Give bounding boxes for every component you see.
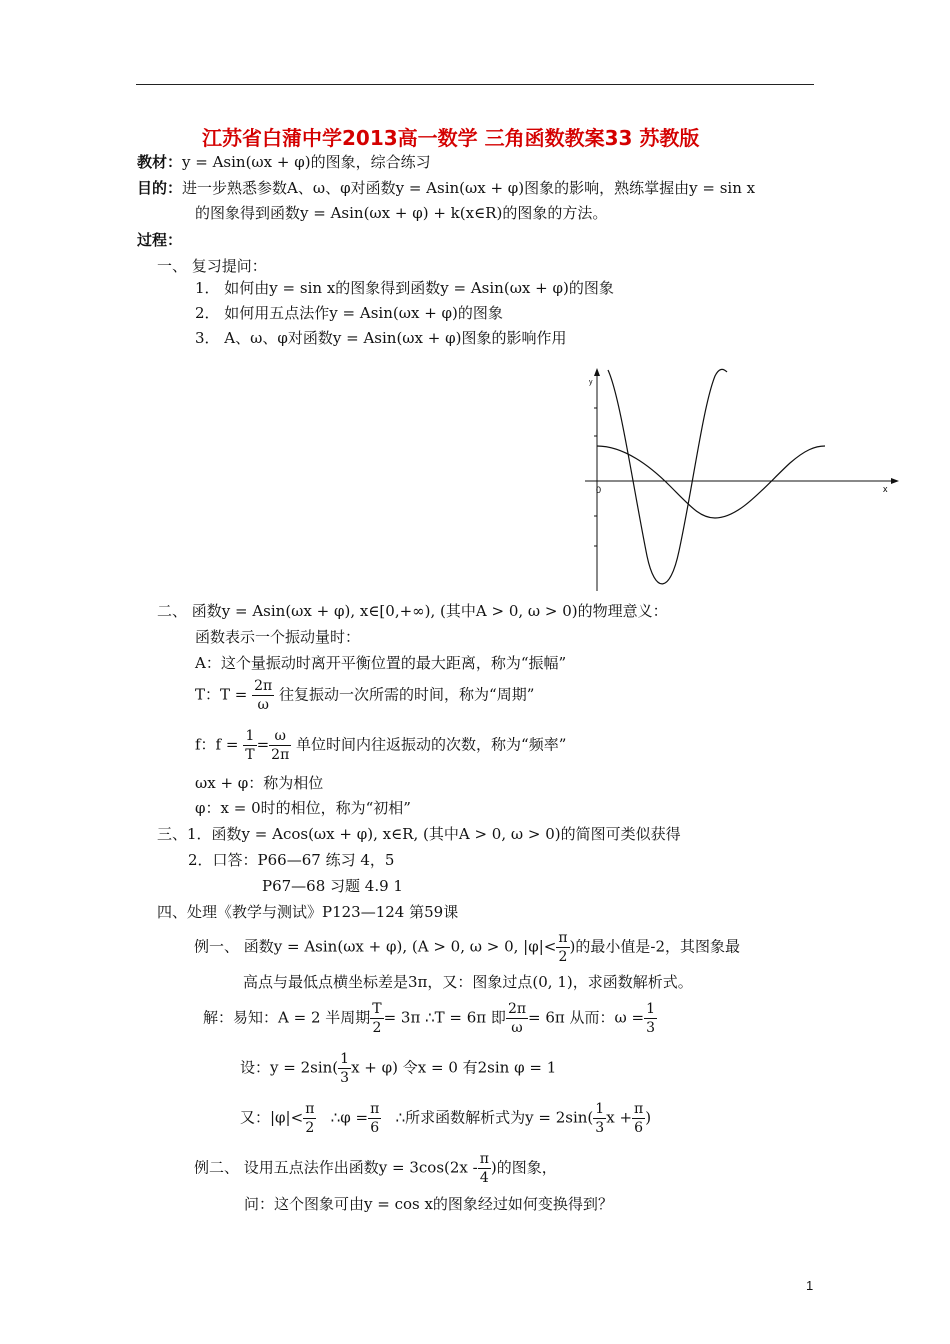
- solution-3-text-e: ): [645, 1108, 652, 1127]
- example-1-fraction: $\frac{\pi}{2}$: [558, 930, 568, 965]
- sec1-item-3: 3． A、ω、φ对函数y = Asin(ωx + φ)图象的影响作用: [195, 329, 567, 347]
- solution-3-text-a: 又：|φ|<: [240, 1108, 304, 1127]
- example-2-text-b: )的图象，: [490, 1158, 557, 1177]
- example-1-line-2: 高点与最低点横坐标差是3π，又：图象过点(0, 1)，求函数解析式。: [243, 973, 693, 991]
- example-1-text-b: )的最小值是-2，其图象最: [569, 937, 741, 956]
- sec4-heading: 四、处理《教学与测试》P123—124 第59课: [157, 903, 459, 921]
- frequency-fraction-1: $\frac{1}{T}$: [245, 728, 255, 763]
- curve-small: [597, 446, 825, 518]
- solution-3-text-b: ∴φ =: [330, 1108, 369, 1127]
- phase-line: ωx + φ：称为相位: [195, 774, 324, 792]
- example-2-text-a: 例二、 设用五点法作出函数y = 3cos(2x -: [194, 1158, 478, 1177]
- x-axis-arrow: [891, 478, 899, 484]
- curve-large: [608, 369, 727, 584]
- solution-line-2: [240, 1050, 556, 1087]
- sec2-intro: 函数表示一个振动量时：: [195, 628, 361, 646]
- initial-phase-line: φ：x = 0时的相位，称为“初相”: [195, 799, 411, 817]
- example-1-text-a: 例一、 函数y = Asin(ωx + φ), (A > 0, ω > 0, |φ|<: [194, 937, 557, 956]
- sec1-item-2: 2． 如何用五点法作y = Asin(ωx + φ)的图象: [195, 304, 503, 322]
- aim-label: 目的：: [137, 179, 183, 197]
- material-label: 教材：: [137, 153, 183, 171]
- frequency-fraction-2: $\frac{\omega}{2\pi}$: [271, 728, 290, 763]
- doc-title: 江苏省白蒲中学2013高一数学 三角函数教案33 苏教版: [202, 126, 700, 150]
- solution-3-text-d: x +: [606, 1108, 633, 1127]
- header-rule: [136, 84, 814, 85]
- frequency-prefix: f：f =: [195, 735, 239, 754]
- sec1-heading: 一、 复习提问：: [157, 257, 267, 275]
- frequency-line: [195, 727, 566, 764]
- frequency-text: 单位时间内往返振动的次数，称为“频率”: [296, 735, 567, 754]
- sec3-line-3: P67—68 习题 4.9 1: [262, 877, 403, 895]
- sec1-item-1: 1． 如何由y = sin x的图象得到函数y = Asin(ωx + φ)的图象: [195, 279, 614, 297]
- solution-3-frac-2: $\frac{\pi}{6}$: [370, 1101, 380, 1136]
- sec2-heading: 二、 函数y = Asin(ωx + φ), x∈[0,+∞), (其中A > 0, ω > 0)的物理意义：: [157, 602, 668, 620]
- amplitude-line: A：这个量振动时离开平衡位置的最大距离，称为“振幅”: [195, 654, 567, 672]
- period-prefix: T：T =: [195, 685, 248, 704]
- material-text: y = Asin(ωx + φ)的图象，综合练习: [182, 153, 431, 171]
- y-axis-arrow: [594, 368, 600, 376]
- frequency-eq: =: [256, 735, 270, 754]
- solution-2-text-a: 设：y = 2sin(: [240, 1058, 339, 1077]
- process-label: 过程：: [137, 231, 183, 249]
- example-2-line-2: 问：这个图象可由y = cos x的图象经过如何变换得到？: [244, 1195, 613, 1213]
- period-text: 往复振动一次所需的时间，称为“周期”: [279, 685, 535, 704]
- aim-line-2: 的图象得到函数y = Asin(ωx + φ) + k(x∈R)的图象的方法。: [195, 204, 608, 222]
- example-2-fraction: $\frac{\pi}{4}$: [479, 1151, 489, 1186]
- solution-1-frac-3: $\frac{1}{3}$: [646, 1001, 656, 1036]
- sec3-line-2: 2．口答：P66—67 练习 4，5: [188, 851, 395, 869]
- sec3-line-1: 三、1．函数y = Acos(ωx + φ), x∈R, (其中A > 0, ω > 0)的简图可类似获得: [157, 825, 681, 843]
- solution-3-frac-3: $\frac{1}{3}$: [595, 1101, 605, 1136]
- aim-text-1: 进一步熟悉参数A、ω、φ对函数y = Asin(ωx + φ)图象的影响，熟练掌握由y = sin x: [182, 179, 756, 197]
- solution-1-text-a: 解：易知：A = 2 半周期: [203, 1008, 371, 1027]
- solution-2-text-b: x + φ) 令x = 0 有2sin φ = 1: [351, 1058, 557, 1077]
- page-number: 1: [806, 1278, 814, 1293]
- example-1-line-1: [194, 929, 740, 966]
- x-label: x: [883, 484, 888, 494]
- solution-line-1: [203, 1000, 657, 1037]
- solution-1-text-b: = 3π ∴T = 6π 即: [383, 1008, 506, 1027]
- solution-2-frac: $\frac{1}{3}$: [340, 1051, 350, 1086]
- solution-3-frac-4: $\frac{\pi}{6}$: [634, 1101, 644, 1136]
- solution-3-frac-1: $\frac{\pi}{2}$: [305, 1101, 315, 1136]
- example-2-line-1: [194, 1150, 557, 1187]
- sine-graph: [575, 366, 905, 596]
- solution-3-text-c: ∴所求函数解析式为y = 2sin(: [395, 1108, 594, 1127]
- solution-1-text-c: = 6π 从而：ω =: [528, 1008, 645, 1027]
- solution-1-frac-1: $\frac{T}{2}$: [372, 1001, 382, 1036]
- origin-label: 0: [596, 485, 602, 495]
- period-fraction: $\frac{2\pi}{\omega}$: [254, 678, 273, 713]
- solution-1-frac-2: $\frac{2\pi}{\omega}$: [507, 1001, 527, 1036]
- solution-line-3: [240, 1100, 651, 1137]
- y-label: y: [589, 379, 593, 386]
- material-line: [137, 151, 431, 172]
- aim-line-1: [137, 177, 755, 198]
- period-line: [195, 677, 534, 714]
